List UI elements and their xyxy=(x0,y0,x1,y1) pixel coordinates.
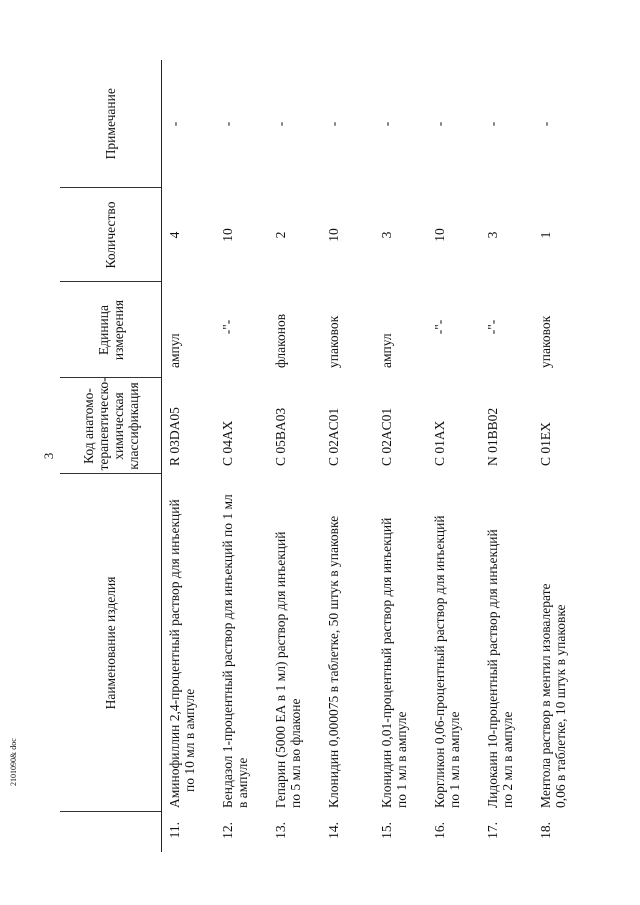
item-name-line-1: Ментола раствор в ментил изовалерате xyxy=(538,583,553,808)
row-number: 11. xyxy=(167,822,182,839)
item-name-line-2: 0,06 в таблетке, 10 штук в упаковке xyxy=(553,604,568,808)
item-name-line-2: по 2 мл в ампуле xyxy=(500,711,515,808)
item-name xyxy=(162,474,216,812)
note: - xyxy=(432,121,447,127)
header-item-name: Наименование изделия xyxy=(60,474,162,812)
item-name xyxy=(215,474,268,812)
note: - xyxy=(273,121,288,127)
header-atc-code: Код анатомо-терапевтическо-химическая классификация xyxy=(60,378,162,474)
quantity: 10 xyxy=(326,228,341,242)
row-number: 12. xyxy=(220,822,235,839)
item-name-line-1: Лидокаин 10-процентный раствор для инъекций xyxy=(485,529,500,808)
quantity: 4 xyxy=(167,231,182,239)
table-row xyxy=(162,60,216,852)
item-name xyxy=(427,474,480,812)
document-page xyxy=(41,60,572,852)
atc-code: N 01BB02 xyxy=(485,407,500,466)
atc-code: C 01EX xyxy=(538,422,553,466)
header-unit: Единица измерения xyxy=(60,282,162,378)
table-row xyxy=(427,60,480,852)
note: - xyxy=(485,121,500,127)
atc-code: C 05BA03 xyxy=(273,407,288,466)
medical-supplies-table xyxy=(60,60,598,852)
row-number: 18. xyxy=(538,822,553,839)
item-name-line-2: по 1 мл в ампуле xyxy=(394,711,409,808)
table-header-row xyxy=(60,60,162,852)
item-name-line-2: по 10 мл в ампуле xyxy=(182,688,197,792)
header-note: Примечание xyxy=(60,60,162,188)
item-name-line-1: Бендазол 1-процентный раствор для инъекций по 1 мл xyxy=(220,494,235,808)
item-name-line-1: Клонидин 0,01-процентный раствор для инъекций xyxy=(379,517,394,808)
item-name-line-1: Коргликон 0,06-процентный раствор для инъекций xyxy=(432,515,447,808)
note: - xyxy=(379,121,394,127)
item-name-line-2: в ампуле xyxy=(235,757,250,808)
table-row xyxy=(374,60,427,852)
atc-code: C 02AC01 xyxy=(379,407,394,466)
item-name xyxy=(321,474,374,812)
note: - xyxy=(326,121,341,127)
header-quantity: Количество xyxy=(60,188,162,282)
row-number: 14. xyxy=(326,822,341,839)
unit: упаковок xyxy=(326,315,341,368)
item-name-line-1: Гепарин (5000 ЕА в 1 мл) раствор для инъекций xyxy=(273,531,288,808)
row-number: 13. xyxy=(273,822,288,839)
table-row xyxy=(268,60,321,852)
file-reference: 2101090& doc xyxy=(9,738,18,786)
atc-code: R 03DA05 xyxy=(167,407,182,466)
unit: -"- xyxy=(220,319,235,335)
item-name-line-2: по 5 мл во флаконе xyxy=(288,698,303,808)
note: - xyxy=(220,121,235,127)
item-name-line-1: Клонидин 0,000075 в таблетке, 50 штук в упаковке xyxy=(326,515,341,808)
unit: флаконов xyxy=(273,313,288,368)
unit: -"- xyxy=(432,319,447,335)
quantity: 2 xyxy=(273,231,288,239)
quantity: 10 xyxy=(220,228,235,242)
table-row xyxy=(533,60,598,852)
table-row xyxy=(215,60,268,852)
item-name xyxy=(480,474,533,812)
page-number: 3 xyxy=(41,452,56,460)
unit: ампул xyxy=(379,333,394,368)
item-name-line-2: по 1 мл в ампуле xyxy=(447,711,462,808)
item-name xyxy=(374,474,427,812)
item-name xyxy=(268,474,321,812)
item-name-line-1: Аминофиллин 2,4-процентный раствор для инъекций xyxy=(167,499,182,808)
table-row xyxy=(480,60,533,852)
quantity: 10 xyxy=(432,228,447,242)
atc-code: C 01AX xyxy=(432,420,447,466)
note: - xyxy=(538,121,553,127)
row-number: 17. xyxy=(485,822,500,839)
note: - xyxy=(167,121,182,127)
atc-code: C 02AC01 xyxy=(326,407,341,466)
table-row xyxy=(321,60,374,852)
header-number xyxy=(60,812,162,852)
unit: ампул xyxy=(167,333,182,368)
item-name xyxy=(533,474,598,812)
quantity: 1 xyxy=(538,231,553,239)
unit: упаковок xyxy=(538,315,553,368)
unit: -"- xyxy=(485,319,500,335)
row-number: 16. xyxy=(432,822,447,839)
quantity: 3 xyxy=(379,231,394,239)
atc-code: C 04AX xyxy=(220,420,235,466)
row-number: 15. xyxy=(379,822,394,839)
quantity: 3 xyxy=(485,231,500,239)
